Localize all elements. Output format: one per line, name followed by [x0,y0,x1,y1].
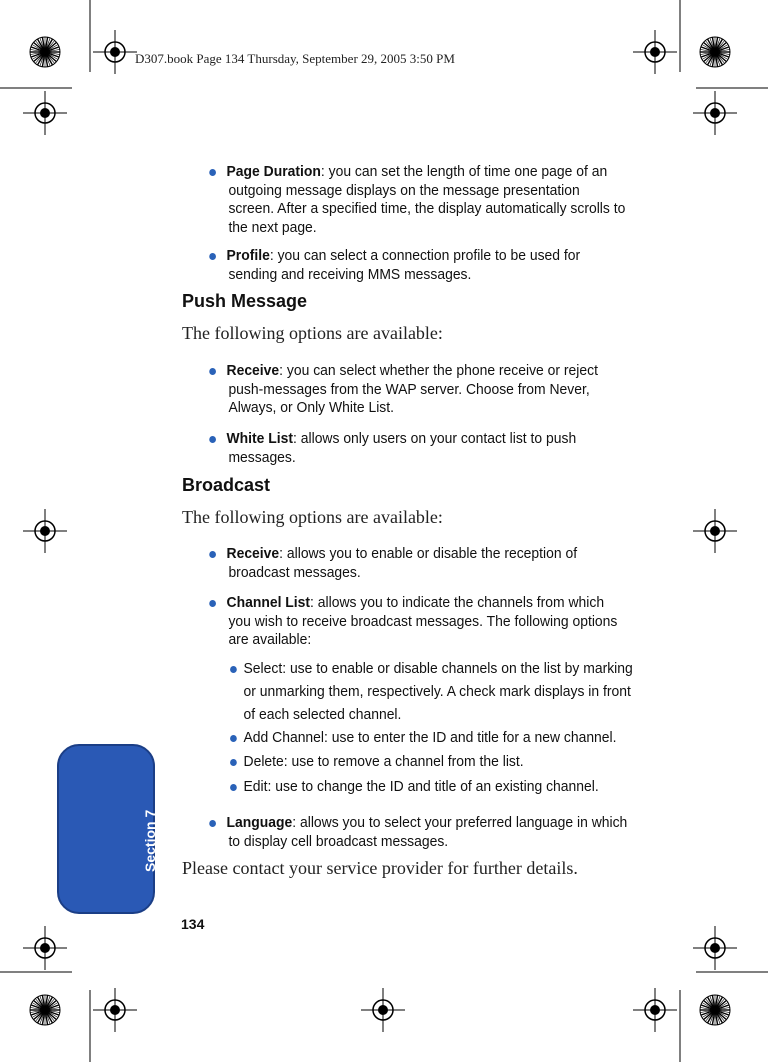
broadcast-heading: Broadcast [182,475,271,495]
sub-bullet-text: Add Channel: use to enter the ID and title for a new channel. [243,730,617,746]
bullet-dot [209,820,216,827]
bullet-term: Receive [226,546,280,562]
bullet-language [215,814,628,851]
bullet-dot [209,169,216,176]
section-tab [57,744,155,914]
bullet-dot [230,759,237,766]
sub-bullet-text: Select: use to enable or disable channels on the list by marking or unmarking them, respectively. A check mark displays in front of each selected channel. [243,661,633,723]
bullet-broadcast-receive [215,545,628,582]
bullet-text: : you can select a connection profile to be used for sending and receiving MMS messages. [228,248,581,283]
bullet-text: : allows you to enable or disable the reception of broadcast messages. [228,546,578,581]
bullet-push-receive [215,362,628,418]
section-tab-label: Section 7 [142,809,158,872]
sub-bullet-edit [232,776,635,799]
push-message-heading: Push Message [182,291,308,311]
broadcast-intro: The following options are available: [182,507,443,527]
bullet-white-list [215,430,628,467]
bullet-dot [209,253,216,260]
sub-bullet-text: Delete: use to remove a channel from the list. [243,754,524,770]
sub-bullet-delete [232,751,635,774]
bullet-term: Language [226,815,293,831]
bullet-profile [215,247,628,284]
bullet-text: : allows you to indicate the channels from which you wish to receive broadcast messages. The following options are available: [228,595,618,648]
crop-header: D307.book Page 134 Thursday, September 29, 2005 3:50 PM [135,51,455,66]
sub-bullet-add-channel [232,727,635,750]
bullet-dot [209,368,216,375]
closing-paragraph: Please contact your service provider for further details. [182,858,578,878]
bullet-page-duration [215,163,628,237]
sub-bullet-text: Edit: use to change the ID and title of an existing channel. [243,779,599,795]
bullet-term: Page Duration [226,164,321,180]
bullet-channel-list [215,594,628,650]
bullet-term: White List [226,431,294,447]
page-number: 134 [181,916,205,932]
bullet-text: : you can set the length of time one page of an outgoing message displays on the message presentation screen. After a specified time, the display automatically scrolls to the next page. [228,164,626,236]
bullet-term: Profile [226,248,270,264]
bullet-dot [209,600,216,607]
bullet-dot [230,784,237,791]
bullet-text: : allows only users on your contact list to push messages. [228,431,577,466]
bullet-text: : you can select whether the phone receive or reject push-messages from the WAP server. Choose from Never, Always, or Only White List. [228,363,598,416]
bullet-dot [230,666,237,673]
sub-bullet-select [232,658,635,727]
bullet-dot [209,551,216,558]
bullet-term: Channel List [226,595,311,611]
bullet-term: Receive [226,363,280,379]
bullet-dot [209,436,216,443]
bullet-dot [230,735,237,742]
push-message-intro: The following options are available: [182,323,443,343]
bullet-text: : allows you to select your preferred language in which to display cell broadcast messages. [228,815,628,850]
